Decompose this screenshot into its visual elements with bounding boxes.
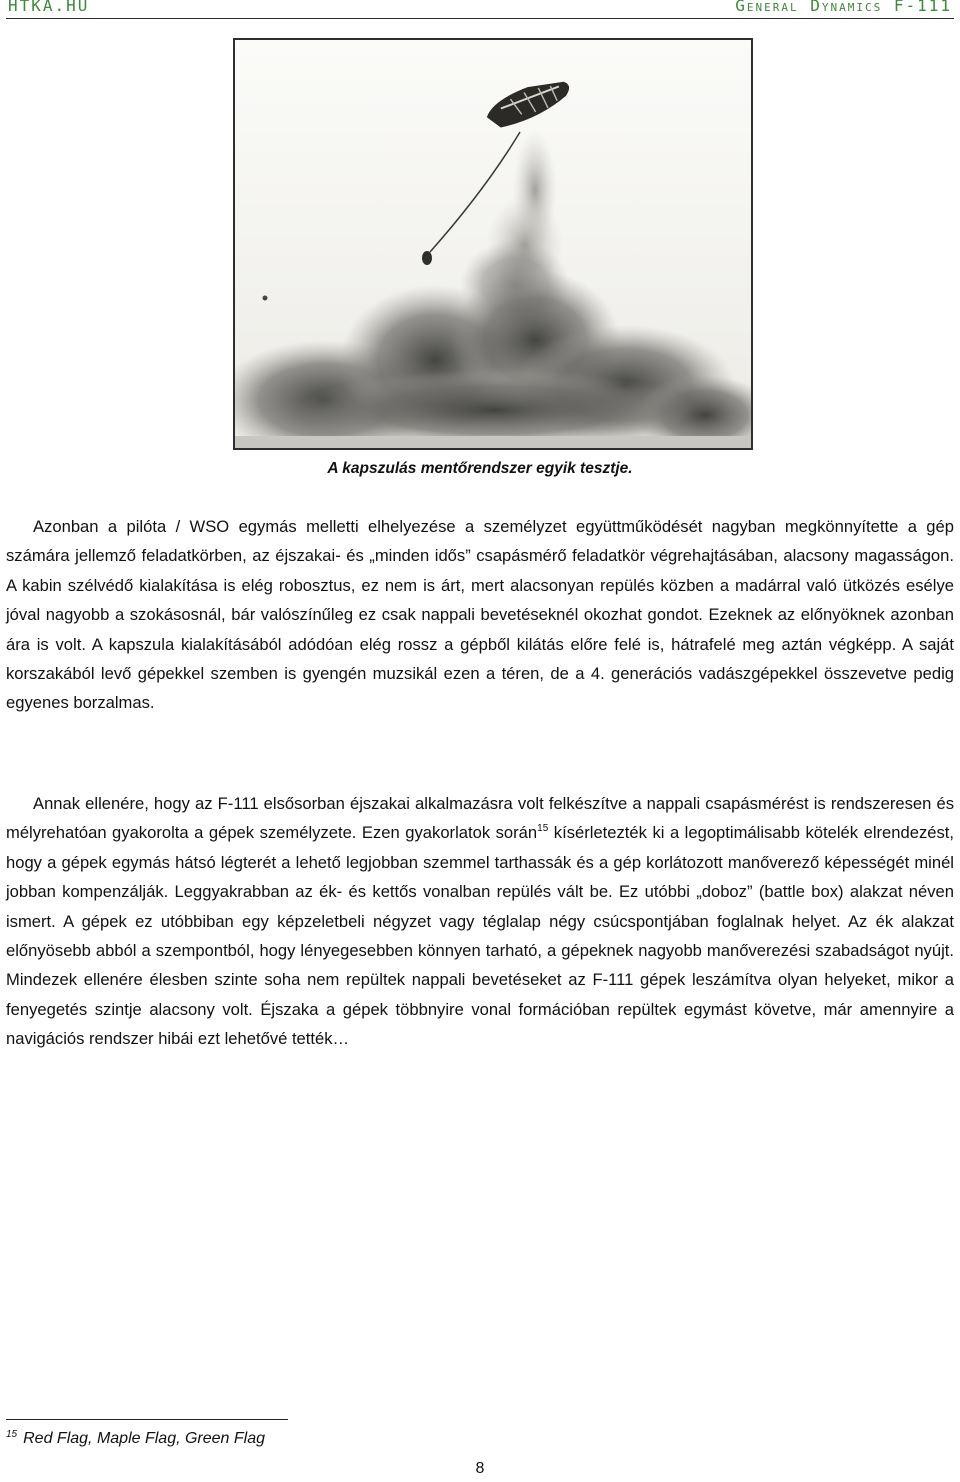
photo-illustration bbox=[235, 40, 751, 448]
drogue-chute bbox=[422, 251, 432, 265]
ground bbox=[235, 436, 751, 448]
paragraph-text-part-1: Annak ellenére, hogy az F-111 elsősorban éjszakai alkalmazásra volt felkészítve a nappali csapásmérést is rendszeresen és mélyrehatóan gyakorolta a gépek személyzete. Ezen gyakorlatok során bbox=[6, 794, 954, 843]
paragraph-text-part-2: kísérletezték ki a legoptimálisabb kötelék elrendezést, hogy a gépek egymás hátsó légterét a lehető legjobban szemmel tarthassák és a gép korlátozott manőverező képességét minél jobban kompenzálják. Leggyakrabban az ék- és kettős vonalban repülés vált be. Ez utóbbi „doboz” (battle box) alakzat néven ismert. A gépek ez utóbbiban egy képzeletbeli négyzet vagy téglalap négy csúcspontjában foglalnak helyet. Az ék alakzat előnyösebb abból a szempontból, hogy lényegesebben könnyen tarható, a gépeknek nagyobb manőverezési szabadságot nyújt. Mindezek ellenére élesben szinte soha nem repültek nappali bevetéseket az F-111 gépek leszámítva olyan helyeket, mikor a fenyegetés szintje alacsony volt. Éjszaka a gépek többnyire vonal formációban repültek egymást követve, már amennyire a navigációs rendszer hibái ezt lehetővé tették… bbox=[6, 823, 954, 1049]
footnote-reference[interactable]: 15 bbox=[537, 823, 549, 835]
header-site-name: HTKA.HU bbox=[8, 0, 90, 15]
footnote bbox=[6, 1429, 265, 1449]
escape-capsule-test-photo bbox=[233, 38, 753, 450]
paragraph-cockpit-layout: Azonban a pilóta / WSO egymás melletti elhelyezése a személyzet együttműködését nagyban megkönnyítette a gép számára jellemző feladatkörben, az éjszakai- és „minden idős” csapásmérő feladatkör végrehajtásában, alacsony magasságon. A kabin szélvédő kialakítása is elég robosztus, ez nem is árt, mert alacsonyan repülés közben a madárral való ütközés esélye jóval nagyobb a szokásosnál, bár valószínűleg ez csak nappali bevetéseknél okozhat gondot. Ezeknek az előnyöknek azonban ára is volt. A kapszula kialakításából adódóan elég rossz a gépből kilátás előre felé is, hátrafelé meg aztán végképp. A saját korszakából levő gépekkel szemben is gyengén muzsikál ezen a téren, de a 4. generációs vadászgépekkel összevetve pedig egyenes borzalmas. bbox=[6, 517, 954, 713]
header-document-title: General Dynamics F-111 bbox=[735, 0, 952, 15]
figure-caption: A kapszulás mentőrendszer egyik tesztje. bbox=[327, 460, 633, 477]
paragraph-day-operations bbox=[6, 789, 954, 1054]
footnote-text: Red Flag, Maple Flag, Green Flag bbox=[23, 1430, 266, 1447]
page-header bbox=[6, 0, 954, 19]
debris-dot bbox=[263, 296, 268, 301]
footnote-separator bbox=[6, 1419, 288, 1420]
page-number: 8 bbox=[475, 1460, 485, 1477]
footnote-number: 15 bbox=[6, 1429, 18, 1440]
